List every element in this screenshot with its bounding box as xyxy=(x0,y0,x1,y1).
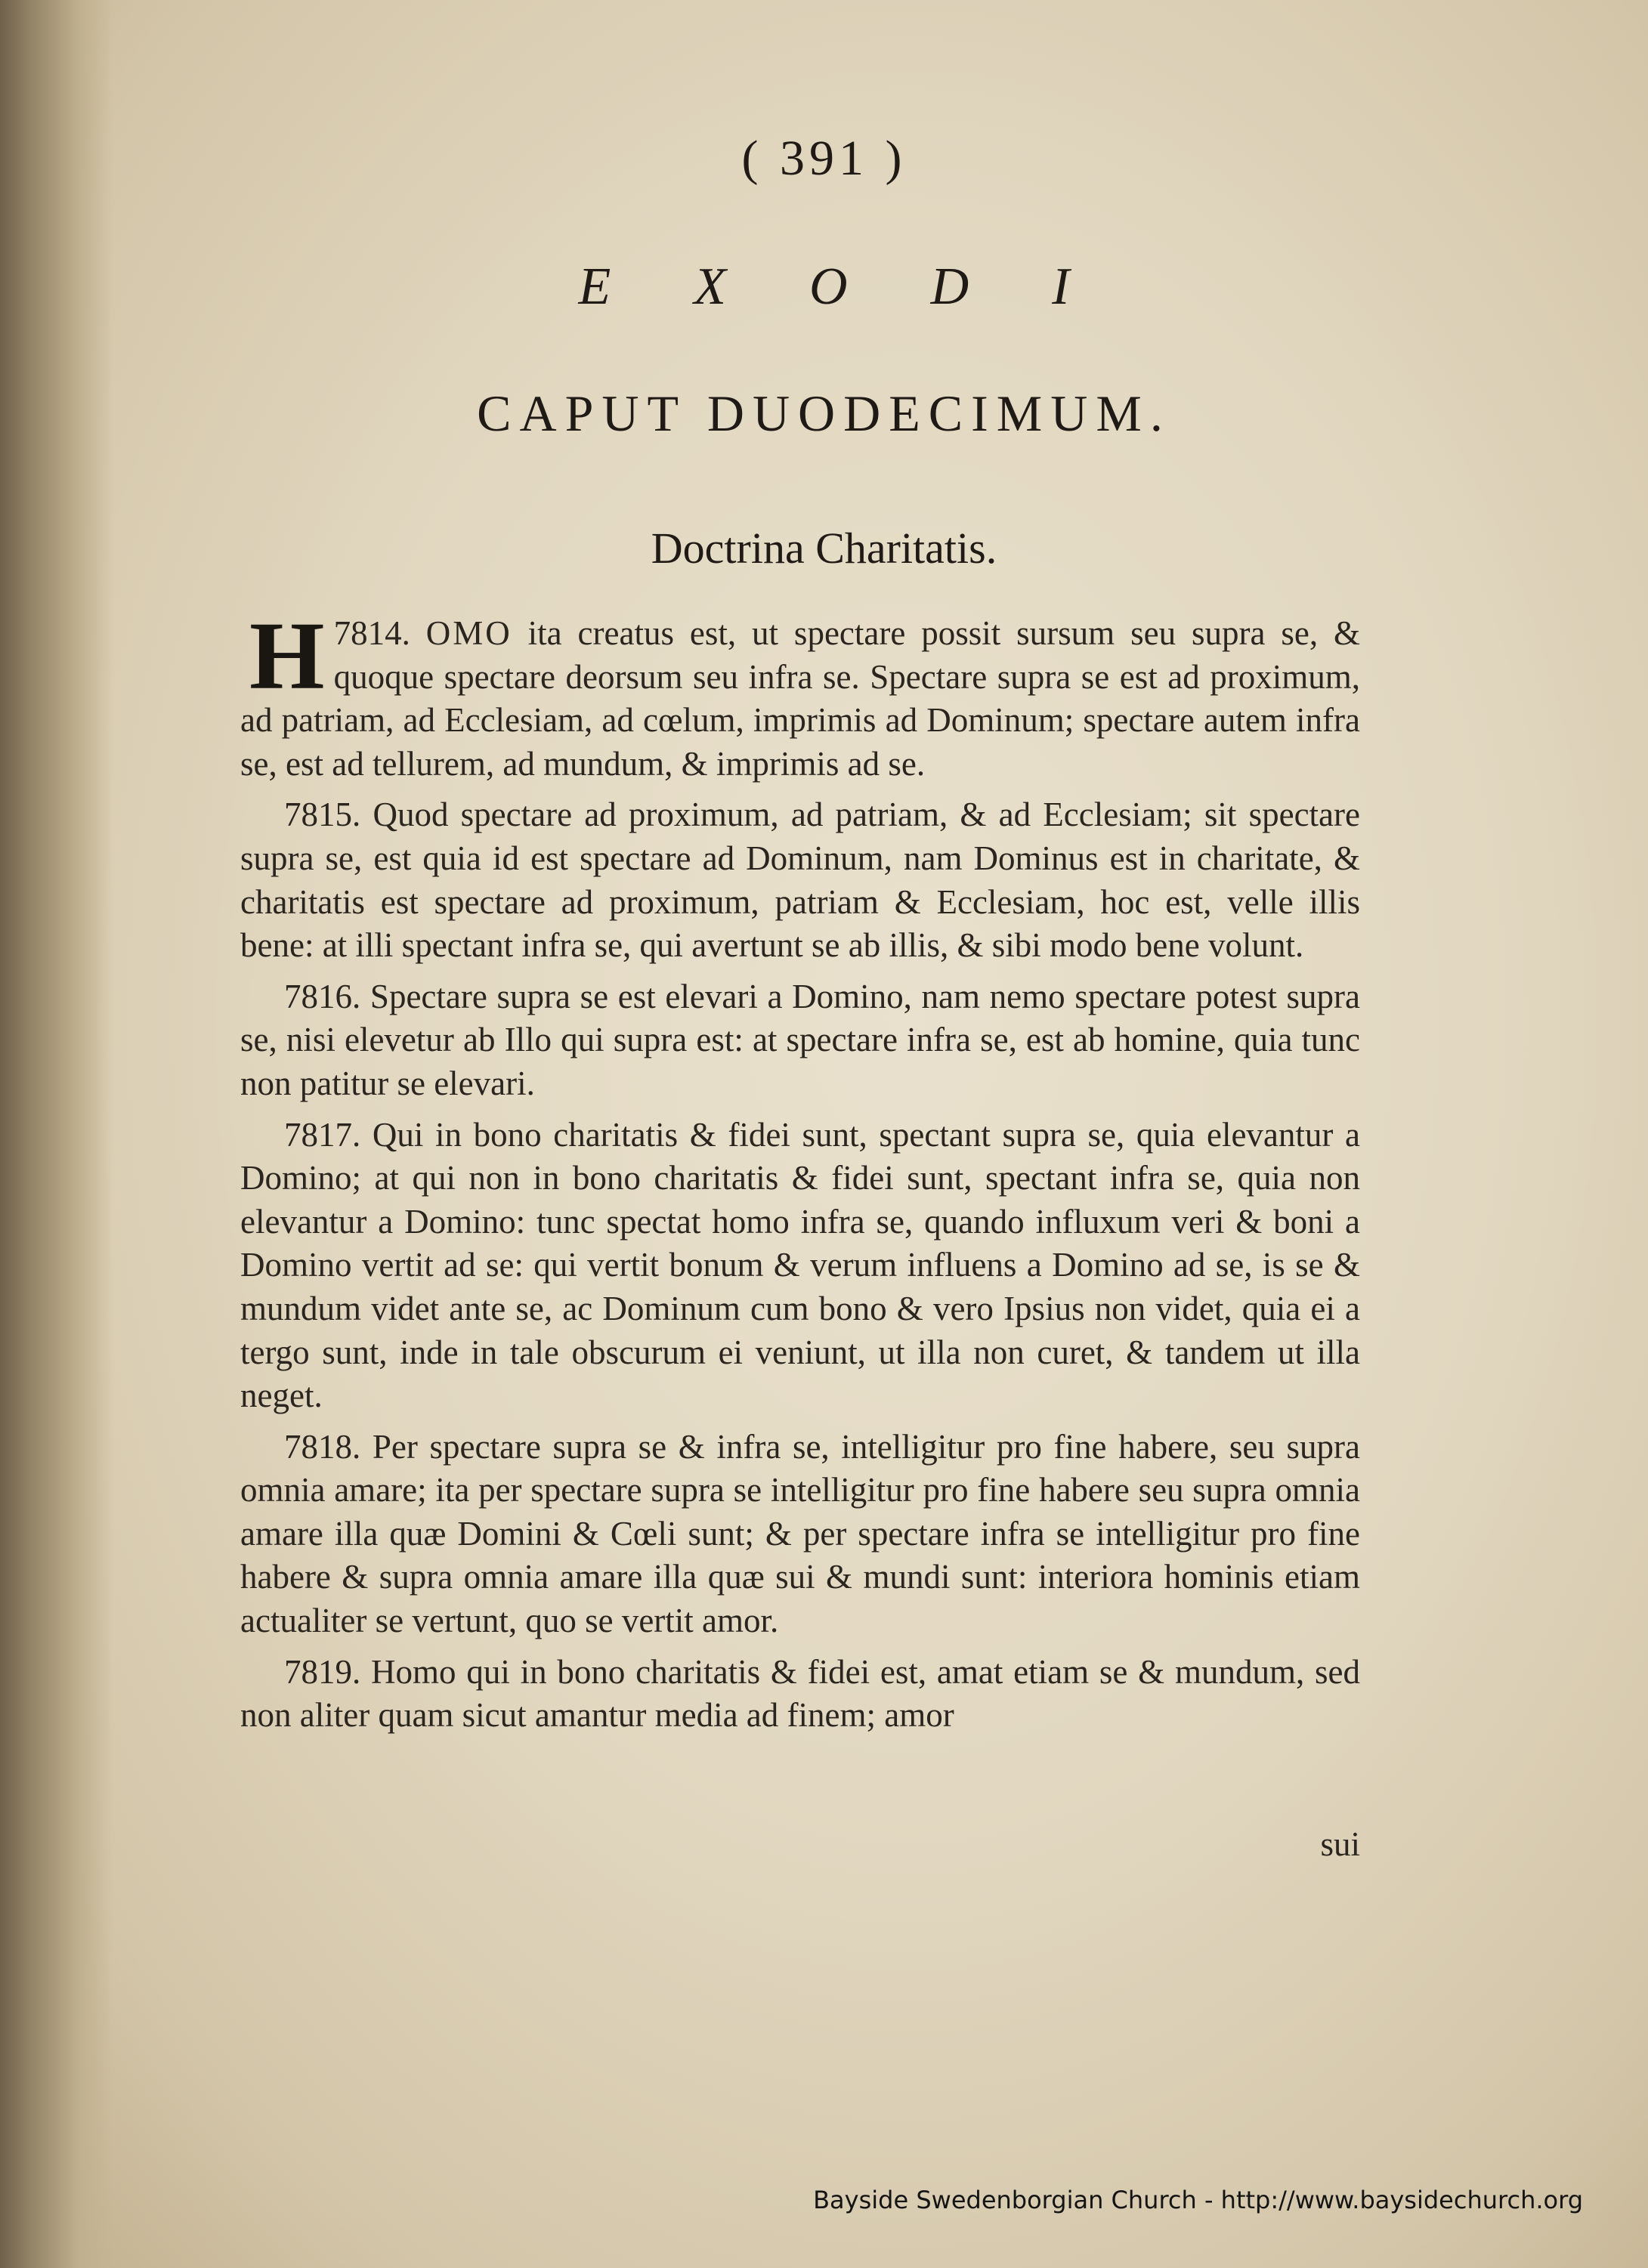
book-title: EXODI xyxy=(578,258,1153,316)
chapter-title: CAPUT DUODECIMUM. xyxy=(477,385,1171,442)
paragraph-text: Quod spectare ad proximum, ad patriam, & ad Ecclesiam; sit spectare supra se, est quia id est spectare ad Dominum, nam Dominus est in charitate, & charitatis est spectare ad proximum, patriam & Ecclesiam, hoc est, velle illis bene: at illi spectant infra se, qui avertunt se ab illis, & sibi modo bene volunt. xyxy=(240,796,1360,965)
paragraph-text: Homo qui in bono charitatis & fidei est, amat etiam se & mundum, sed non aliter quam sicut amantur media ad finem; amor xyxy=(240,1652,1360,1735)
footer-credit: Bayside Swedenborgian Church - http://www.baysidechurch.org xyxy=(813,2186,1583,2214)
paragraph-number: 7815. xyxy=(284,796,361,834)
paragraph-7815 xyxy=(240,793,1360,967)
section-title: Doctrina Charitatis. xyxy=(651,524,997,573)
paragraph-number: 7816. xyxy=(284,977,361,1015)
catchword: sui xyxy=(1320,1825,1360,1863)
body-text xyxy=(240,602,1361,1745)
paragraph-number: 7819. xyxy=(284,1652,361,1691)
paragraph-text: Qui in bono charitatis & fidei sunt, spectant supra se, quia elevantur a Domino; at qui non in bono charitatis & fidei sunt, spectant infra se, quia non elevantur a Domino: tunc spectat homo infra se, quando influxum veri & boni a Domino vertit ad se: qui vertit bonum & verum influens a Domino ad se, is se & mundum videt ante se, ac Dominum cum bono & vero Ipsius non videt, quia ei a tergo sunt, inde in tale obscurum ei veniunt, ut illa non curet, & tandem ut illa neget. xyxy=(240,1115,1360,1415)
paragraph-7814 xyxy=(240,602,1361,786)
paragraph-text: ita creatus est, ut spectare possit sursum seu supra se, & quoque spectare deorsum seu infra se. Spectare supra se est ad proximum, ad patriam, ad Ecclesiam, ad cœlum, imprimis ad Dominum; spectare autem infra se, est ad tellurem, ad mundum, & imprimis ad se. xyxy=(240,614,1361,783)
paragraph-text: Spectare supra se est elevari a Domino, nam nemo spectare potest supra se, nisi elevetur ab Illo qui supra est: at spectare infra se, est ab homine, quia tunc non patitur se elevari. xyxy=(240,977,1360,1102)
binding-gutter-shadow xyxy=(0,0,113,2268)
paragraph-7819 xyxy=(240,1651,1360,1738)
paragraph-text: Per spectare supra se & infra se, intelligitur pro fine habere, seu supra omnia amare; ita per spectare supra se intelligitur pro fine habere seu supra omnia amare illa quæ Domini & Cœli sunt; & per spectare infra se intelligitur pro fine habere & supra omnia amare illa quæ sui & mundi sunt: interiora hominis etiam actualiter se vertunt, quo se vertit amor. xyxy=(240,1427,1360,1640)
paragraph-number: 7817. xyxy=(284,1115,361,1154)
paragraph-7818 xyxy=(240,1426,1360,1643)
lead-word-caps: OMO xyxy=(425,614,512,652)
page-number: ( 391 ) xyxy=(741,131,907,186)
paragraph-number: 7814. xyxy=(333,614,410,652)
paragraph-7817 xyxy=(240,1114,1360,1418)
paragraph-7816 xyxy=(240,975,1360,1106)
drop-cap-letter: H xyxy=(249,602,325,709)
paragraph-number: 7818. xyxy=(284,1427,361,1466)
